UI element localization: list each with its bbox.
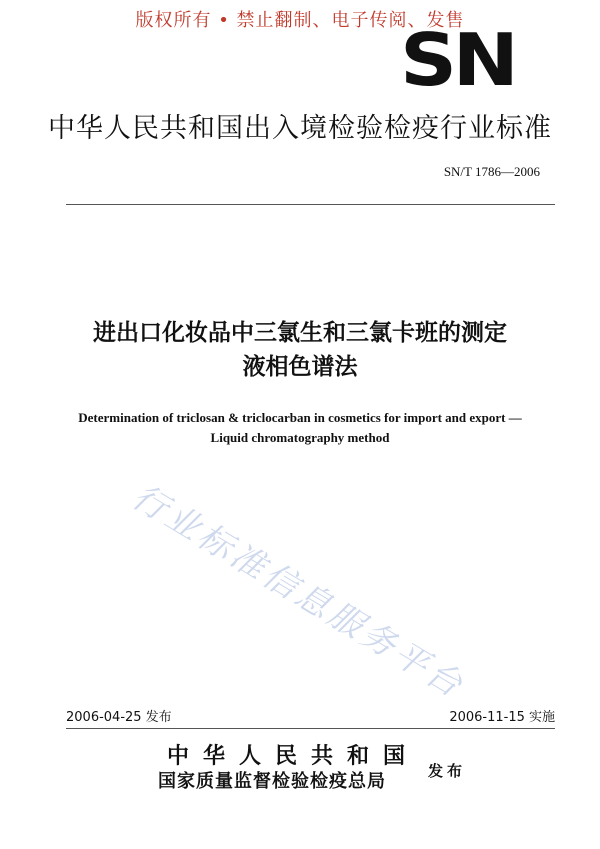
standard-category: 中华人民共和国出入境检验检疫行业标准 bbox=[48, 113, 552, 144]
title-chinese-line2: 液相色谱法 bbox=[242, 354, 358, 380]
title-chinese-line1: 进出口化妆品中三氯生和三氯卡班的测定 bbox=[93, 320, 507, 346]
footer-divider bbox=[66, 728, 555, 729]
title-english bbox=[0, 408, 600, 448]
watermark: 行业标准信息服务平台 bbox=[125, 476, 472, 707]
copyright-notice: 版权所有 • 禁止翻制、电子传阅、发售 bbox=[135, 10, 465, 31]
effective-date: 2006-11-15 实施 bbox=[449, 710, 555, 725]
header-divider bbox=[66, 204, 555, 205]
issuer-agency: 国家质量监督检验检疫总局 bbox=[158, 771, 386, 792]
issued-label: 发布 bbox=[428, 762, 467, 780]
issuer-country: 中华人民共和国 bbox=[166, 744, 419, 769]
standard-code: SN/T 1786—2006 bbox=[443, 164, 540, 179]
title-english-line1: Determination of triclosan & triclocarban in cosmetics for import and export — bbox=[78, 410, 522, 425]
issuer-block bbox=[158, 744, 428, 794]
publish-date: 2006-04-25 发布 bbox=[66, 710, 172, 725]
sn-logo: SN bbox=[400, 18, 515, 102]
date-row bbox=[66, 706, 555, 724]
title-english-line2: Liquid chromatography method bbox=[210, 430, 390, 445]
title-chinese bbox=[0, 316, 600, 384]
